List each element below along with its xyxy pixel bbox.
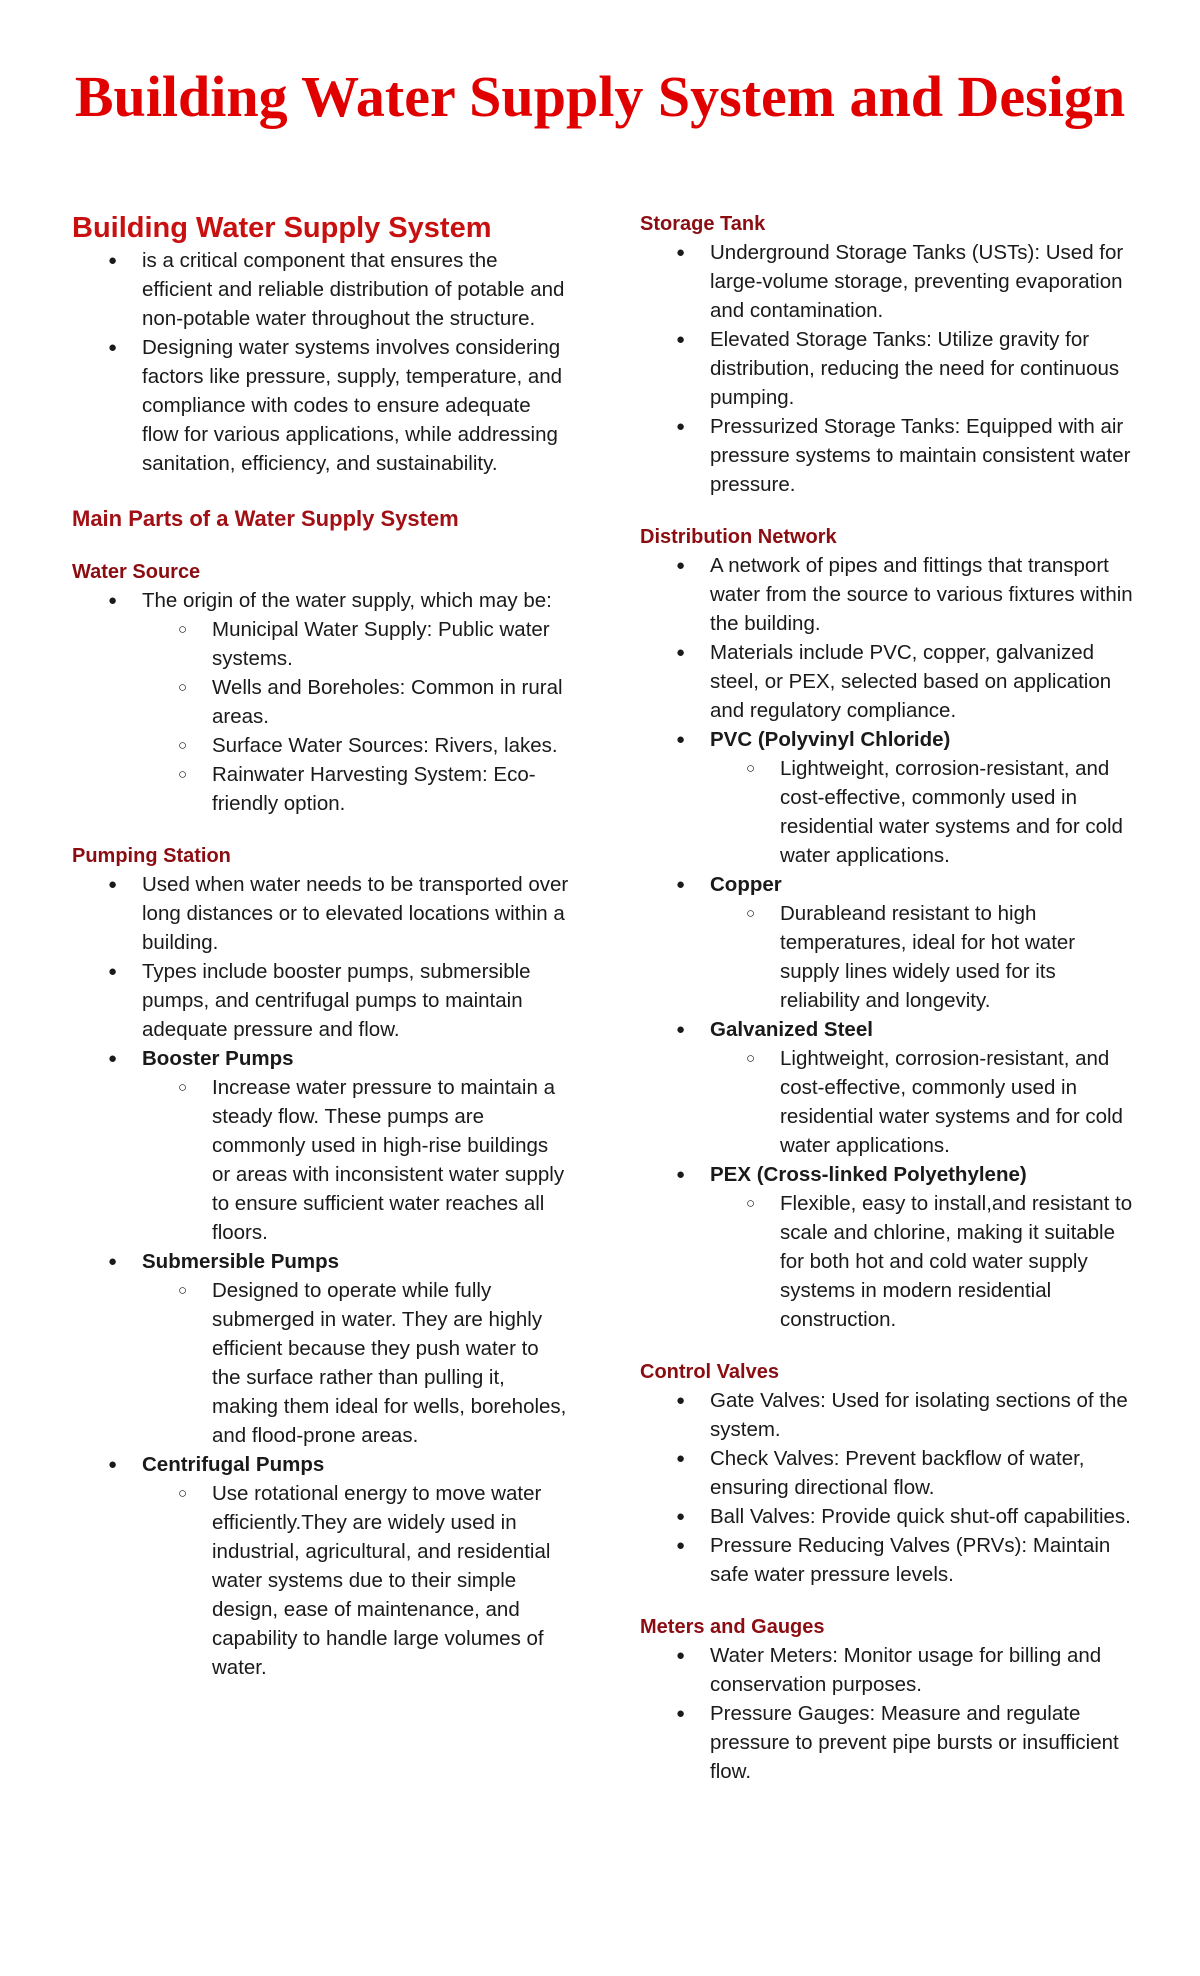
list-item: ● Pressure Gauges: Measure and regulate pressure to prevent pipe bursts or insufficient flow. bbox=[640, 1699, 1140, 1786]
galvanized-steel-sublist bbox=[710, 1044, 1140, 1160]
submersible-pumps-item bbox=[72, 1247, 572, 1450]
sublist-item: ○ Lightweight, corrosion-resistant, and cost-effective, commonly used in residential water systems and for cold water applications. bbox=[710, 754, 1140, 870]
sublist-item: ○ Rainwater Harvesting System: Eco-friendly option. bbox=[142, 760, 572, 818]
copper-label: Copper bbox=[710, 873, 782, 896]
water-source-heading: Water Source bbox=[72, 561, 201, 583]
list-item: ● Pressure Reducing Valves (PRVs): Maintain safe water pressure levels. bbox=[640, 1531, 1140, 1589]
list-item: ● Ball Valves: Provide quick shut-off capabilities. bbox=[640, 1502, 1140, 1531]
right-column bbox=[640, 210, 1140, 1786]
meters-gauges-heading: Meters and Gauges bbox=[640, 1616, 825, 1638]
list-item: ● A network of pipes and fittings that transport water from the source to various fixtures within the building. bbox=[640, 551, 1140, 638]
list-item: ● Types include booster pumps, submersible pumps, and centrifugal pumps to maintain adequate pressure and flow. bbox=[72, 957, 572, 1044]
control-valves-heading: Control Valves bbox=[640, 1361, 779, 1383]
water-source-sublist bbox=[142, 615, 572, 818]
sublist-item: ○ Flexible, easy to install,and resistant to scale and chlorine, making it suitable for both hot and cold water supply systems in modern residential construction. bbox=[710, 1189, 1140, 1334]
pex-label: PEX (Cross-linked Polyethylene) bbox=[710, 1163, 1027, 1186]
list-item: ● Materials include PVC, copper, galvanized steel, or PEX, selected based on application and regulatory compliance. bbox=[640, 638, 1140, 725]
list-item: ● Underground Storage Tanks (USTs): Used for large-volume storage, preventing evaporation and contamination. bbox=[640, 238, 1140, 325]
galvanized-steel-item bbox=[640, 1015, 1140, 1160]
storage-tank-list bbox=[640, 238, 1140, 499]
centrifugal-pumps-label: Centrifugal Pumps bbox=[142, 1453, 325, 1476]
list-item: ● Designing water systems involves considering factors like pressure, supply, temperature, and compliance with codes to ensure adequate flow for various applications, while addressing sanitation, efficiency, and sustainability. bbox=[72, 333, 572, 478]
submersible-pumps-sublist bbox=[142, 1276, 572, 1450]
left-column bbox=[72, 210, 572, 1682]
sublist-item: ○ Durableand resistant to high temperatures, ideal for hot water supply lines widely used for its reliability and longevity. bbox=[710, 899, 1140, 1015]
water-source-list bbox=[72, 586, 572, 818]
list-item bbox=[72, 586, 572, 818]
list-item: ● Pressurized Storage Tanks: Equipped with air pressure systems to maintain consistent water pressure. bbox=[640, 412, 1140, 499]
list-item: ● is a critical component that ensures the efficient and reliable distribution of potable and non-potable water throughout the structure. bbox=[72, 246, 572, 333]
booster-pumps-item bbox=[72, 1044, 572, 1247]
copper-sublist bbox=[710, 899, 1140, 1015]
booster-pumps-label: Booster Pumps bbox=[142, 1047, 294, 1070]
sublist-item: ○ Designed to operate while fully submerged in water. They are highly efficient because they push water to the surface rather than pulling it, making them ideal for wells, boreholes, and flood-prone areas. bbox=[142, 1276, 572, 1450]
copper-item bbox=[640, 870, 1140, 1015]
list-item: ● Elevated Storage Tanks: Utilize gravity for distribution, reducing the need for continuous pumping. bbox=[640, 325, 1140, 412]
pvc-label: PVC (Polyvinyl Chloride) bbox=[710, 728, 951, 751]
sublist-item: ○ Municipal Water Supply: Public water systems. bbox=[142, 615, 572, 673]
sublist-item: ○ Wells and Boreholes: Common in rural areas. bbox=[142, 673, 572, 731]
building-water-supply-heading: Building Water Supply System bbox=[72, 212, 492, 244]
storage-tank-heading: Storage Tank bbox=[640, 213, 766, 235]
centrifugal-pumps-sublist bbox=[142, 1479, 572, 1682]
sublist-item: ○ Lightweight, corrosion-resistant, and cost-effective, commonly used in residential water systems and for cold water applications. bbox=[710, 1044, 1140, 1160]
pumping-station-list bbox=[72, 870, 572, 1682]
list-item-text: The origin of the water supply, which may be: bbox=[142, 589, 552, 612]
list-item: ● Gate Valves: Used for isolating sections of the system. bbox=[640, 1386, 1140, 1444]
sublist-item: ○ Increase water pressure to maintain a steady flow. These pumps are commonly used in high-rise buildings or areas with inconsistent water supply to ensure sufficient water reaches all floors. bbox=[142, 1073, 572, 1247]
pex-item bbox=[640, 1160, 1140, 1334]
sublist-item: ○ Use rotational energy to move water efficiently.They are widely used in industrial, agricultural, and residential water systems due to their simple design, ease of maintenance, and capability to handle large volumes of water. bbox=[142, 1479, 572, 1682]
galvanized-steel-label: Galvanized Steel bbox=[710, 1018, 873, 1041]
sublist-item: ○ Surface Water Sources: Rivers, lakes. bbox=[142, 731, 572, 760]
pumping-station-heading: Pumping Station bbox=[72, 845, 231, 867]
centrifugal-pumps-item bbox=[72, 1450, 572, 1682]
document-title: Building Water Supply System and Design bbox=[74, 64, 1126, 129]
list-item: ● Used when water needs to be transported over long distances or to elevated locations within a building. bbox=[72, 870, 572, 957]
booster-pumps-sublist bbox=[142, 1073, 572, 1247]
main-parts-heading: Main Parts of a Water Supply System bbox=[72, 506, 459, 531]
distribution-network-heading: Distribution Network bbox=[640, 526, 837, 548]
meters-gauges-list bbox=[640, 1641, 1140, 1786]
distribution-network-list bbox=[640, 551, 1140, 1334]
submersible-pumps-label: Submersible Pumps bbox=[142, 1250, 340, 1273]
intro-list bbox=[72, 246, 572, 478]
pex-sublist bbox=[710, 1189, 1140, 1334]
list-item: ● Check Valves: Prevent backflow of water, ensuring directional flow. bbox=[640, 1444, 1140, 1502]
control-valves-list bbox=[640, 1386, 1140, 1589]
pvc-sublist bbox=[710, 754, 1140, 870]
pvc-item bbox=[640, 725, 1140, 870]
list-item: ● Water Meters: Monitor usage for billing and conservation purposes. bbox=[640, 1641, 1140, 1699]
